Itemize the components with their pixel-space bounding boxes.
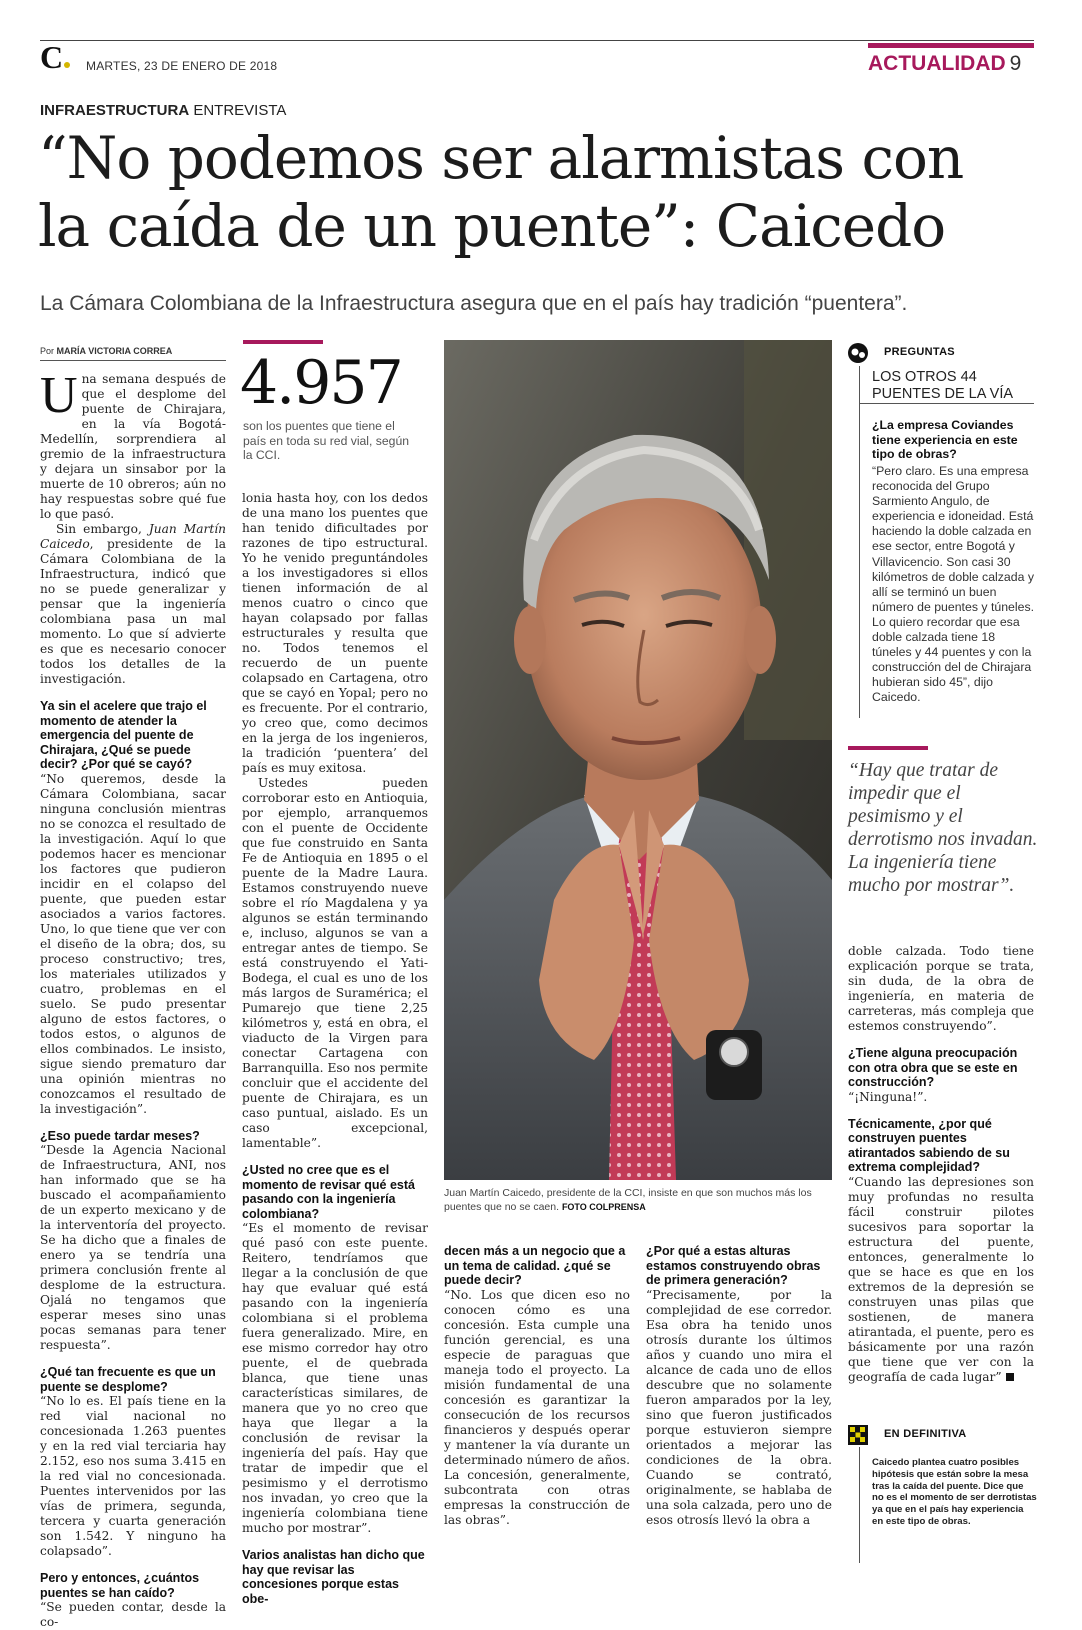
- photo-credit: FOTO COLPRENSA: [561, 1202, 646, 1212]
- interview-answer: “Es el momento de revisar qué pasó con este puente. Reitero, tendríamos que llegar a la conclusión de que hay que evaluar qué está pasando con la ingeniería colombiana si el problema fuera generalizado. Mire, en ese mismo corredor hay otro puente, el de quebrada blanca, que tiene unas características similares, de manera que yo no creo que haya que llegar a la conclusión de revisar la ingeniería del país. Hay que tratar de impedir que el pesimismo y el derrotismo nos invadan, yo creo que la ingeniería colombiana tiene mucho por mostrar”.: [242, 1221, 428, 1535]
- interview-question: Varios analistas han dicho que hay que revisar las concesiones porque estas obe-: [242, 1548, 425, 1606]
- column-2: [242, 491, 428, 1606]
- interview-answer: “Desde la Agencia Nacional de Infraestructura, ANI, nos han informado que se ha buscado el acompañamiento de un experto mexicano y de la interventoría del proyecto. Se ha dicho que a finales de enero ya se tendría una primera conclusión frente al desplome de la estructura. Ojalá no tengamos que esperar meses sino unas pocas semanas para tener respuesta”.: [40, 1143, 226, 1352]
- interview-answer: “Se pueden contar, desde la co-: [40, 1600, 226, 1629]
- interview-answer: “Cuando las depresiones son muy profundas no resulta fácil construir pilotes sucesivos para soportar la estructura del puente, entonces, generalmente lo que se hace es que en los extremos de la depresión se construyen unas pilas que sostienen, de manera atirantada, el puente, pero es básicamente por una razón que tiene que ver con la geografía de cada lugar”: [848, 1174, 1034, 1384]
- subheadline: La Cámara Colombiana de la Infraestructura asegura que en el país hay tradición “puentera”.: [40, 292, 908, 315]
- lead-paragraph: Una semana después de que el desplome del puente de Chirajara, en la vía Bogotá-Medellín, sorprendiera al gremio de la infraestructura y dejara un sinsabor por la muerte de 10 obreros; aún no hay respuestas sobre qué fue lo que pasó.: [40, 367, 226, 521]
- sidebar-title: LOS OTROS 44 PUENTES DE LA VÍA: [872, 369, 1014, 402]
- paragraph: Ustedes pueden corroborar esto en Antioquia, por ejemplo, arranquemos con el puente de Occidente que fue construido en Santa Fe de Antioquia en 1895 o el puente de la Madre Laura. Estamos construyendo nueve sobre el río Magdalena y ya algunos se están terminando e, incluso, algunos se van a entregar antes de tiempo. Se está construyendo el Yati-Bodega, el cual es uno de los más largos de Suramérica; el Pumarejo que tiene 2,25 kilómetros y, está en obra, el viaducto de la Virgen para conectar Cartagena con Barranquilla. Eso nos permite concluir que el accidente del puente de Chirajara, es un caso puntual, aislado. Es un caso excepcional, lamentable”.: [242, 776, 428, 1150]
- issue-date: MARTES, 23 DE ENERO DE 2018: [86, 59, 278, 73]
- interview-question: Ya sin el acelere que trajo el momento de atender la emergencia del puente de Chirajara, ¿Qué se puede decir? ¿Por qué se cayó?: [40, 699, 207, 771]
- interview-question: decen más a un negocio que a un tema de calidad. ¿qué se puede decir?: [444, 1244, 626, 1287]
- sidebar-rule-horizontal: [859, 403, 1034, 404]
- checkered-dots-icon: [846, 1423, 870, 1447]
- interview-question: ¿Tiene alguna preocupación con otra obra que se este en construcción?: [848, 1046, 1018, 1089]
- stat-accent-bar: [243, 340, 323, 344]
- interview-answer: “¡Ninguna!”.: [848, 1089, 928, 1104]
- sidebar-label: PREGUNTAS: [884, 346, 955, 358]
- paragraph: doble calzada. Todo tiene explicación porque se trata, sin duda, de la obra de ingeniería, en materia de carreteras, más compleja que estemos construyendo”.: [848, 944, 1034, 1033]
- photo-caption: Juan Martín Caicedo, presidente de la CCI, insiste en que son muchos más los puentes que no se caen. FOTO COLPRENSA: [444, 1187, 812, 1213]
- interview-question: Pero y entonces, ¿cuántos puentes se han caído?: [40, 1571, 200, 1600]
- column-1: [40, 367, 226, 1630]
- page-number: 9: [1009, 52, 1022, 75]
- interview-question: ¿Usted no cree que es el momento de revisar qué está pasando con la ingeniería colombiana?: [242, 1163, 415, 1221]
- dropcap: U: [40, 367, 78, 424]
- en-definitiva-text: Caicedo plantea cuatro posibles hipótesis que están sobre la mesa tras la caída del puente. Dice que no es el momento de ser derrotistas ya que en el país hay experiencia en este tipo de obras.: [872, 1457, 1037, 1527]
- interview-answer: “Precisamente, por la complejidad de ese corredor. Esa obra ha tenido unos otrosís durante los últimos años y cuando uno mira el alcance de cada uno de ellos descubre que no solamente fueron amparados por la ley, sino que fueron justificados porque estuvieron siempre orientados a mejorar las condiciones de la obra. Cuando se contrató, originalmente, se hablaba de una sola calzada, pero uno de esos otrosís llevó la obra a: [646, 1287, 832, 1527]
- top-rule: [40, 40, 1034, 41]
- interview-question: ¿Eso puede tardar meses?: [40, 1128, 200, 1143]
- section-name: ACTUALIDAD 9: [868, 52, 1022, 75]
- byline-rule: [40, 360, 226, 361]
- interview-question: Técnicamente, ¿por qué construyen puentes atirantados sabiendo de su extrema complejidad?: [848, 1116, 1010, 1174]
- headline: “No podemos ser alarmistas con la caída de un puente”: Caicedo: [38, 124, 964, 260]
- en-definitiva-rule: [859, 1447, 860, 1563]
- en-definitiva-label: EN DEFINITIVA: [884, 1428, 967, 1440]
- pullquote: “Hay que tratar de impedir que el pesimismo y el derrotismo nos invadan. La ingeniería tiene mucho por mostrar”.: [848, 760, 1038, 896]
- speech-bubbles-icon: [847, 342, 871, 364]
- byline: Por MARÍA VICTORIA CORREA: [40, 346, 173, 356]
- interview-answer: “No. Los que dicen eso no conocen cómo es una concesión. Esta cumple una función gerencial, es una especie de paraguas que maneja todo el proyecto. La misión fundamental de una concesión es garantizar la consecución de los recursos financieros y después operar y mantener la vía durante un determinado número de años. La concesión, generalmente, subcontrata con otras empresas la construcción de las obras”.: [444, 1287, 630, 1527]
- portrait-illustration: [444, 340, 832, 1180]
- paragraph: lonia hasta hoy, con los dedos de una mano los puentes que han tenido dificultades por razones de tipo estructural. Yo he venido preguntándoles a los investigadores si ellos tienen información de al menos cuatro o cinco que hayan colapsado por fallas estructurales y resulta que no. Todos tenemos el recuerdo de un puente colapsado en Cartagena, otro que se cayó en Yopal; pero no es frecuente. Por el contrario, yo creo que, como decimos en la jerga de los ingenieros, la tradición ‘puentera’ del país es muy exitosa.: [242, 491, 428, 775]
- section-accent-bar: [868, 43, 1034, 48]
- pullquote-accent-bar: [848, 746, 928, 750]
- interview-answer: “No queremos, desde la Cámara Colombiana, sacar ninguna conclusión mientras no se conozca el resultado de la investigación. Aquí lo que podemos hacer es mencionar los factores que pudieron incidir en el colapso del puente, que pueden estar asociados a varios factores. Uno, lo que tiene que ver con el diseño de la obra; dos, su proceso constructivo; tres, los materiales utilizados y cuatro, problemas en el suelo. Se pudo presentar alguno de estos factores, o todos estos, o algunos de ellos combinados. Le insisto, sigue siendo prematuro dar una opinión mientras no conozcamos el resultado de la investigación”.: [40, 771, 226, 1116]
- column-3: [444, 1244, 630, 1528]
- interview-question: ¿Qué tan frecuente es que un puente se desplome?: [40, 1365, 216, 1394]
- interview-answer: “No lo es. El país tiene en la red vial nacional no concesionada 1.263 puentes y en la red vial terciaria hay 2.152, eso nos suma 3.415 en la red vial no concesionada. Puentes intervenidos por las vías de primera, segunda, tercera y cuarta generación son 1.542. Y ninguno ha colapsado”.: [40, 1394, 226, 1558]
- stat-number: 4.957: [240, 348, 402, 418]
- portrait-photo: [444, 340, 832, 1180]
- stat-description: son los puentes que tiene el país en toda su red vial, según la CCI.: [243, 419, 409, 462]
- kicker: INFRAESTRUCTURA ENTREVISTA: [40, 102, 287, 119]
- paragraph: Sin embargo, Juan Martín Caicedo, presidente de la Cámara Colombiana de la Infraestructura, indicó que no se puede generalizar y pensar que la ingeniería colombiana pasa un mal momento. Lo que sí advierte es que es necesario conocer todos los detalles de la investigación.: [40, 522, 226, 686]
- column-5: [848, 944, 1034, 1385]
- interview-question: ¿Por qué a estas alturas estamos construyendo obras de primera generación?: [646, 1244, 821, 1287]
- end-square-icon: [1006, 1373, 1014, 1381]
- column-4: [646, 1244, 832, 1528]
- sidebar-question: ¿La empresa Coviandes tiene experiencia en este tipo de obras?: [872, 418, 1018, 461]
- sidebar-rule-vertical: [859, 366, 860, 718]
- logo-dot-icon: [64, 62, 70, 68]
- newspaper-logo: C: [40, 42, 70, 72]
- sidebar-answer: “Pero claro. Es una empresa reconocida del Grupo Sarmiento Angulo, de experiencia e idoneidad. Está haciendo la doble calzada en ese sector, entre Bogotá y Villavicencio. Son casi 30 kilómetros de doble calzada y allí se terminó un buen número de puentes y túneles. Lo quiero recordar que esa doble calzada tiene 18 túneles y 44 puentes y con la construcción del de Chirajara hubieran sido 45”, dijo Caicedo.: [872, 464, 1035, 705]
